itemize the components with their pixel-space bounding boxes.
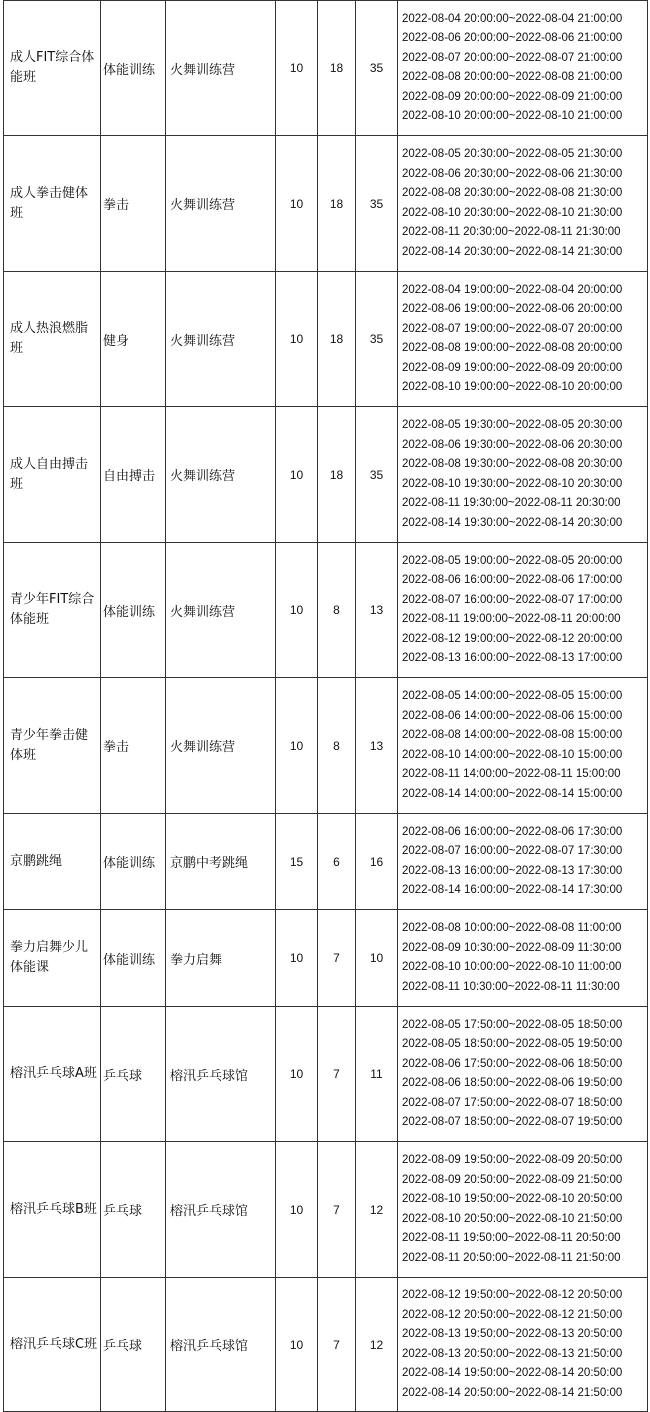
session-times-cell <box>398 910 648 1007</box>
session-time: 2022-08-13 20:50:00~2022-08-13 21:50:00 <box>402 1347 623 1360</box>
category-cell: 乒乓球 <box>101 1142 166 1278</box>
session-time: 2022-08-11 14:00:00~2022-08-11 15:00:00 <box>402 768 621 780</box>
session-time: 2022-08-14 16:00:00~2022-08-14 17:30:00 <box>402 884 623 896</box>
session-time: 2022-08-14 14:00:00~2022-08-14 15:00:00 <box>402 787 623 800</box>
session-time: 2022-08-08 14:00:00~2022-08-08 15:00:00 <box>402 729 623 741</box>
count-cell-1: 10 <box>276 407 318 543</box>
category-cell: 拳击 <box>101 678 166 814</box>
count-cell-2: 6 <box>318 814 356 910</box>
session-time: 2022-08-10 19:50:00~2022-08-10 20:50:00 <box>402 1193 623 1205</box>
table-row <box>4 678 648 814</box>
category-cell: 拳击 <box>101 136 166 272</box>
table-row <box>4 814 648 910</box>
venue-cell: 京鹏中考跳绳 <box>166 814 276 910</box>
count-cell-3: 35 <box>356 407 398 543</box>
count-cell-3: 35 <box>356 1 398 136</box>
session-time: 2022-08-12 20:50:00~2022-08-12 21:50:00 <box>402 1308 623 1321</box>
session-time: 2022-08-07 20:00:00~2022-08-07 21:00:00 <box>402 51 623 64</box>
session-time: 2022-08-14 20:30:00~2022-08-14 21:30:00 <box>402 245 623 258</box>
session-time: 2022-08-10 20:30:00~2022-08-10 21:30:00 <box>402 206 623 219</box>
category-cell: 体能训练 <box>101 1 166 136</box>
session-time: 2022-08-09 19:50:00~2022-08-09 20:50:00 <box>402 1154 623 1166</box>
session-time: 2022-08-07 19:00:00~2022-08-07 20:00:00 <box>402 322 623 335</box>
category-cell: 健身 <box>101 272 166 407</box>
count-cell-1: 15 <box>276 814 318 910</box>
class-name-cell: 成人拳击健体班 <box>4 136 101 272</box>
session-time: 2022-08-05 19:30:00~2022-08-05 20:30:00 <box>402 419 623 431</box>
count-cell-3: 13 <box>356 543 398 678</box>
class-name-cell: 京鹏跳绳 <box>4 814 101 910</box>
count-cell-2: 7 <box>318 1142 356 1278</box>
session-time: 2022-08-07 16:00:00~2022-08-07 17:00:00 <box>402 593 623 606</box>
count-cell-1: 10 <box>276 910 318 1007</box>
count-cell-1: 10 <box>276 272 318 407</box>
session-time: 2022-08-12 19:00:00~2022-08-12 20:00:00 <box>402 632 623 645</box>
session-time: 2022-08-05 20:30:00~2022-08-05 21:30:00 <box>402 148 623 160</box>
category-cell: 体能训练 <box>101 814 166 910</box>
session-time: 2022-08-06 19:00:00~2022-08-06 20:00:00 <box>402 303 623 315</box>
venue-cell: 榕汛乒乓球馆 <box>166 1142 276 1278</box>
session-time: 2022-08-05 14:00:00~2022-08-05 15:00:00 <box>402 690 623 702</box>
session-time: 2022-08-10 10:00:00~2022-08-10 11:00:00 <box>402 961 622 973</box>
venue-cell: 火舞训练营 <box>166 678 276 814</box>
session-time: 2022-08-14 19:30:00~2022-08-14 20:30:00 <box>402 516 623 529</box>
venue-cell: 火舞训练营 <box>166 407 276 543</box>
session-time: 2022-08-07 16:00:00~2022-08-07 17:30:00 <box>402 845 623 857</box>
class-name-cell: 青少年FIT综合体能班 <box>4 543 101 678</box>
venue-cell: 火舞训练营 <box>166 136 276 272</box>
count-cell-2: 7 <box>318 1007 356 1142</box>
session-time: 2022-08-09 20:00:00~2022-08-09 21:00:00 <box>402 90 623 103</box>
count-cell-2: 18 <box>318 136 356 272</box>
table-row <box>4 1 648 136</box>
venue-cell: 火舞训练营 <box>166 1 276 136</box>
count-cell-1: 10 <box>276 678 318 814</box>
class-schedule-table <box>3 0 648 1412</box>
session-time: 2022-08-06 18:50:00~2022-08-06 19:50:00 <box>402 1077 623 1089</box>
venue-cell: 拳力启舞 <box>166 910 276 1007</box>
category-cell: 自由搏击 <box>101 407 166 543</box>
count-cell-1: 10 <box>276 136 318 272</box>
category-cell: 乒乓球 <box>101 1007 166 1142</box>
venue-cell: 榕汛乒乓球馆 <box>166 1007 276 1142</box>
session-time: 2022-08-12 19:50:00~2022-08-12 20:50:00 <box>402 1289 623 1301</box>
session-time: 2022-08-04 19:00:00~2022-08-04 20:00:00 <box>402 283 623 296</box>
session-time: 2022-08-10 19:30:00~2022-08-10 20:30:00 <box>402 477 623 490</box>
session-time: 2022-08-10 14:00:00~2022-08-10 15:00:00 <box>402 748 623 761</box>
class-name-cell: 榕汛乒乓球A班 <box>4 1007 101 1142</box>
count-cell-1: 10 <box>276 1142 318 1278</box>
session-time: 2022-08-06 14:00:00~2022-08-06 15:00:00 <box>402 709 623 722</box>
session-time: 2022-08-06 16:00:00~2022-08-06 17:00:00 <box>402 574 623 586</box>
table-row <box>4 1142 648 1278</box>
session-time: 2022-08-13 16:00:00~2022-08-13 17:30:00 <box>402 864 623 877</box>
session-time: 2022-08-05 17:50:00~2022-08-05 18:50:00 <box>402 1018 623 1031</box>
session-time: 2022-08-10 19:00:00~2022-08-10 20:00:00 <box>402 381 623 393</box>
venue-cell: 火舞训练营 <box>166 543 276 678</box>
count-cell-3: 13 <box>356 678 398 814</box>
session-time: 2022-08-09 20:50:00~2022-08-09 21:50:00 <box>402 1173 623 1186</box>
class-name-cell: 拳力启舞少儿体能课 <box>4 910 101 1007</box>
table-row <box>4 136 648 272</box>
session-time: 2022-08-09 19:00:00~2022-08-09 20:00:00 <box>402 361 623 374</box>
count-cell-2: 18 <box>318 407 356 543</box>
count-cell-3: 12 <box>356 1142 398 1278</box>
session-time: 2022-08-10 20:00:00~2022-08-10 21:00:00 <box>402 110 623 122</box>
count-cell-1: 10 <box>276 1 318 136</box>
count-cell-1: 10 <box>276 543 318 678</box>
session-time: 2022-08-14 19:50:00~2022-08-14 20:50:00 <box>402 1367 623 1379</box>
session-time: 2022-08-11 20:30:00~2022-08-11 21:30:00 <box>402 226 621 238</box>
session-time: 2022-08-05 18:50:00~2022-08-05 19:50:00 <box>402 1038 623 1050</box>
table-row <box>4 1007 648 1142</box>
session-time: 2022-08-13 16:00:00~2022-08-13 17:00:00 <box>402 652 623 664</box>
session-time: 2022-08-08 19:00:00~2022-08-08 20:00:00 <box>402 342 623 354</box>
session-time: 2022-08-11 10:30:00~2022-08-11 11:30:00 <box>402 980 620 993</box>
session-times-cell <box>398 1007 648 1142</box>
count-cell-2: 7 <box>318 1278 356 1412</box>
table-row <box>4 272 648 407</box>
table-row <box>4 407 648 543</box>
class-name-cell: 榕汛乒乓球B班 <box>4 1142 101 1278</box>
session-time: 2022-08-06 19:30:00~2022-08-06 20:30:00 <box>402 438 623 451</box>
class-name-cell: 成人FIT综合体能班 <box>4 1 101 136</box>
session-time: 2022-08-09 10:30:00~2022-08-09 11:30:00 <box>402 941 622 954</box>
venue-cell: 榕汛乒乓球馆 <box>166 1278 276 1412</box>
session-times-cell <box>398 543 648 678</box>
session-times-cell <box>398 407 648 543</box>
class-name-cell: 成人热浪燃脂班 <box>4 272 101 407</box>
table-row <box>4 1278 648 1412</box>
session-time: 2022-08-08 20:30:00~2022-08-08 21:30:00 <box>402 187 623 199</box>
session-time: 2022-08-11 19:00:00~2022-08-11 20:00:00 <box>402 613 621 625</box>
count-cell-3: 12 <box>356 1278 398 1412</box>
session-time: 2022-08-06 17:50:00~2022-08-06 18:50:00 <box>402 1057 623 1070</box>
category-cell: 体能训练 <box>101 910 166 1007</box>
session-time: 2022-08-13 19:50:00~2022-08-13 20:50:00 <box>402 1328 623 1340</box>
class-name-cell: 青少年拳击健体班 <box>4 678 101 814</box>
session-time: 2022-08-14 20:50:00~2022-08-14 21:50:00 <box>402 1386 623 1399</box>
count-cell-3: 16 <box>356 814 398 910</box>
count-cell-1: 10 <box>276 1278 318 1412</box>
session-time: 2022-08-08 10:00:00~2022-08-08 11:00:00 <box>402 922 622 934</box>
session-time: 2022-08-06 16:00:00~2022-08-06 17:30:00 <box>402 825 623 838</box>
session-time: 2022-08-07 17:50:00~2022-08-07 18:50:00 <box>402 1096 623 1109</box>
class-name-cell: 成人自由搏击班 <box>4 407 101 543</box>
session-time: 2022-08-11 20:50:00~2022-08-11 21:50:00 <box>402 1251 621 1264</box>
category-cell: 体能训练 <box>101 543 166 678</box>
count-cell-2: 7 <box>318 910 356 1007</box>
session-times-cell <box>398 814 648 910</box>
table-row <box>4 543 648 678</box>
table-body <box>4 1 648 1412</box>
category-cell: 乒乓球 <box>101 1278 166 1412</box>
session-time: 2022-08-06 20:00:00~2022-08-06 21:00:00 <box>402 32 623 44</box>
session-times-cell <box>398 1142 648 1278</box>
count-cell-2: 8 <box>318 678 356 814</box>
session-time: 2022-08-06 20:30:00~2022-08-06 21:30:00 <box>402 167 623 180</box>
venue-cell: 火舞训练营 <box>166 272 276 407</box>
session-time: 2022-08-11 19:30:00~2022-08-11 20:30:00 <box>402 497 621 509</box>
session-time: 2022-08-05 19:00:00~2022-08-05 20:00:00 <box>402 554 623 567</box>
session-time: 2022-08-10 20:50:00~2022-08-10 21:50:00 <box>402 1212 623 1225</box>
session-time: 2022-08-08 19:30:00~2022-08-08 20:30:00 <box>402 458 623 470</box>
session-time: 2022-08-11 19:50:00~2022-08-11 20:50:00 <box>402 1232 621 1244</box>
session-times-cell <box>398 272 648 407</box>
table-row <box>4 910 648 1007</box>
count-cell-1: 10 <box>276 1007 318 1142</box>
count-cell-2: 8 <box>318 543 356 678</box>
session-times-cell <box>398 136 648 272</box>
session-time: 2022-08-04 20:00:00~2022-08-04 21:00:00 <box>402 12 623 25</box>
count-cell-3: 11 <box>356 1007 398 1142</box>
session-time: 2022-08-08 20:00:00~2022-08-08 21:00:00 <box>402 71 623 83</box>
session-times-cell <box>398 678 648 814</box>
count-cell-3: 35 <box>356 136 398 272</box>
session-times-cell <box>398 1278 648 1412</box>
count-cell-2: 18 <box>318 1 356 136</box>
count-cell-3: 35 <box>356 272 398 407</box>
session-times-cell <box>398 1 648 136</box>
count-cell-2: 18 <box>318 272 356 407</box>
class-name-cell: 榕汛乒乓球C班 <box>4 1278 101 1412</box>
session-time: 2022-08-07 18:50:00~2022-08-07 19:50:00 <box>402 1116 623 1128</box>
count-cell-3: 10 <box>356 910 398 1007</box>
